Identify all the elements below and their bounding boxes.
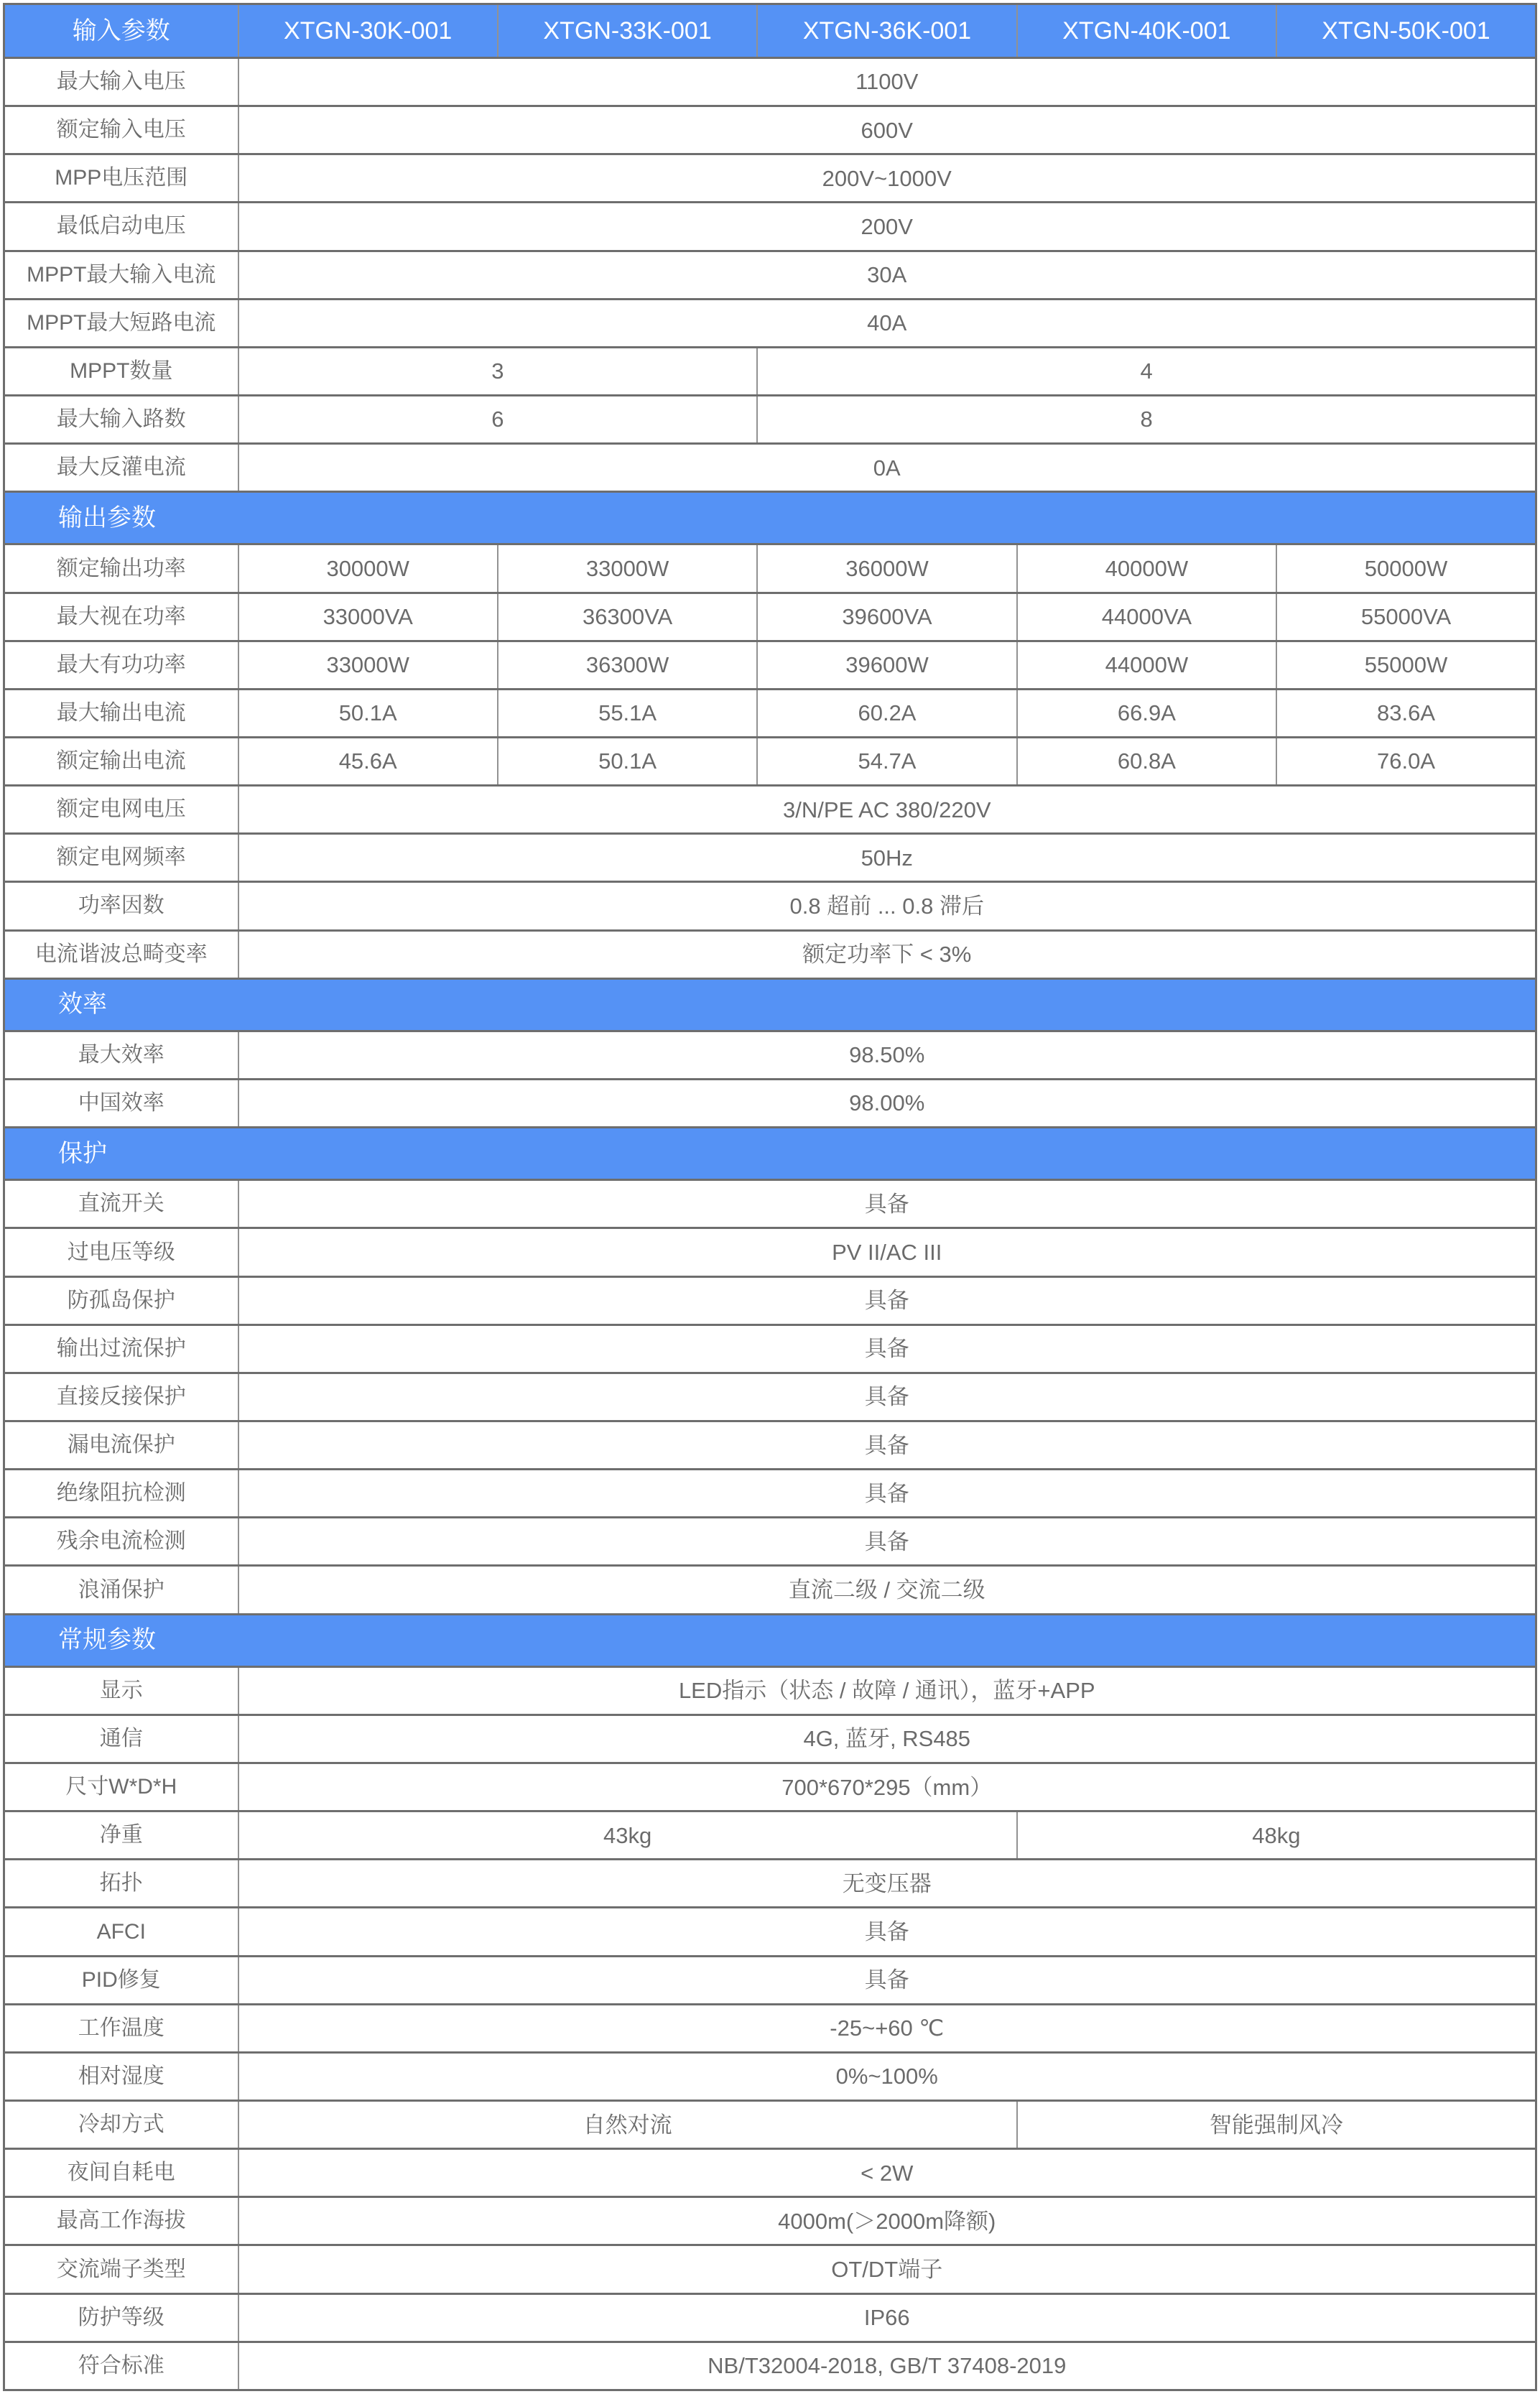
spec-row <box>4 251 1536 299</box>
spec-row-label: PID修复 <box>4 1956 238 2004</box>
spec-row-label: 漏电流保护 <box>4 1421 238 1470</box>
spec-value: NB/T32004-2018, GB/T 37408-2019 <box>238 2342 1536 2390</box>
spec-row <box>4 1470 1536 1518</box>
spec-row-label: 绝缘阻抗检测 <box>4 1470 238 1518</box>
spec-value: 3 <box>238 347 758 395</box>
spec-row <box>4 58 1536 106</box>
spec-value: 0A <box>238 444 1536 492</box>
spec-value: 36300VA <box>498 593 757 641</box>
spec-value: -25~+60 ℃ <box>238 2004 1536 2052</box>
spec-row-label: 显示 <box>4 1666 238 1715</box>
spec-row <box>4 882 1536 930</box>
spec-value: 98.50% <box>238 1031 1536 1079</box>
spec-row-label: 功率因数 <box>4 882 238 930</box>
section-title: 保护 <box>4 1128 1536 1180</box>
spec-value: 30000W <box>238 544 498 593</box>
spec-row-label: AFCI <box>4 1908 238 1956</box>
spec-value: 具备 <box>238 1908 1536 1956</box>
spec-row <box>4 1666 1536 1715</box>
spec-value: 39600W <box>757 641 1016 689</box>
spec-row-label: 最高工作海拔 <box>4 2197 238 2245</box>
spec-row <box>4 2004 1536 2052</box>
spec-row <box>4 1031 1536 1079</box>
spec-value: 具备 <box>238 1180 1536 1228</box>
spec-value: 44000VA <box>1017 593 1276 641</box>
spec-value: 0.8 超前 ... 0.8 滞后 <box>238 882 1536 930</box>
spec-value: OT/DT端子 <box>238 2245 1536 2293</box>
spec-value: 40000W <box>1017 544 1276 593</box>
spec-row <box>4 593 1536 641</box>
spec-value: 55000VA <box>1276 593 1536 641</box>
spec-row <box>4 106 1536 154</box>
spec-value: 具备 <box>238 1421 1536 1470</box>
spec-value: 33000W <box>238 641 498 689</box>
spec-row <box>4 1080 1536 1128</box>
spec-value: 50.1A <box>498 738 757 786</box>
spec-row-label: 最大视在功率 <box>4 593 238 641</box>
spec-value: 直流二级 / 交流二级 <box>238 1566 1536 1614</box>
spec-row <box>4 641 1536 689</box>
spec-row-label: 额定输出电流 <box>4 738 238 786</box>
spec-row <box>4 1276 1536 1324</box>
spec-row-label: 夜间自耗电 <box>4 2149 238 2197</box>
header-section-label: 输入参数 <box>4 4 238 58</box>
spec-row-label: 拓扑 <box>4 1860 238 1908</box>
spec-value: 33000W <box>498 544 757 593</box>
spec-value: 45.6A <box>238 738 498 786</box>
model-column-header: XTGN-50K-001 <box>1276 4 1536 58</box>
spec-row <box>4 1908 1536 1956</box>
spec-row <box>4 1324 1536 1373</box>
spec-value: 36300W <box>498 641 757 689</box>
spec-value: 具备 <box>238 1324 1536 1373</box>
spec-value: 98.00% <box>238 1080 1536 1128</box>
spec-row-label: 交流端子类型 <box>4 2245 238 2293</box>
spec-row-label: MPPT数量 <box>4 347 238 395</box>
spec-row-label: 最大反灌电流 <box>4 444 238 492</box>
spec-row <box>4 834 1536 882</box>
spec-row-label: 直接反接保护 <box>4 1373 238 1421</box>
spec-row-label: 额定电网频率 <box>4 834 238 882</box>
section-title: 输出参数 <box>4 492 1536 544</box>
spec-row-label: 过电压等级 <box>4 1228 238 1276</box>
spec-row <box>4 154 1536 203</box>
spec-row <box>4 2052 1536 2100</box>
spec-row <box>4 1811 1536 1860</box>
spec-row <box>4 1956 1536 2004</box>
spec-row-label: 最大输出电流 <box>4 689 238 737</box>
spec-row-label: 额定输出功率 <box>4 544 238 593</box>
spec-value: LED指示（状态 / 故障 / 通讯），蓝牙+APP <box>238 1666 1536 1715</box>
spec-row-label: 净重 <box>4 1811 238 1860</box>
spec-row <box>4 1860 1536 1908</box>
spec-row-label: 最大输入电压 <box>4 58 238 106</box>
spec-row <box>4 930 1536 978</box>
spec-row <box>4 689 1536 737</box>
spec-value: 50Hz <box>238 834 1536 882</box>
spec-value: 具备 <box>238 1276 1536 1324</box>
spec-row <box>4 738 1536 786</box>
spec-value: 0%~100% <box>238 2052 1536 2100</box>
spec-value: 具备 <box>238 1373 1536 1421</box>
spec-row <box>4 1228 1536 1276</box>
spec-row <box>4 203 1536 251</box>
spec-value: 66.9A <box>1017 689 1276 737</box>
spec-value: 4000m(＞2000m降额) <box>238 2197 1536 2245</box>
spec-row-label: MPP电压范围 <box>4 154 238 203</box>
spec-row <box>4 544 1536 593</box>
section-header-row <box>4 1614 1536 1666</box>
spec-row-label: 输出过流保护 <box>4 1324 238 1373</box>
section-header-row <box>4 492 1536 544</box>
spec-row-label: 通信 <box>4 1715 238 1763</box>
spec-value: 具备 <box>238 1956 1536 2004</box>
spec-row-label: 符合标准 <box>4 2342 238 2390</box>
section-title: 常规参数 <box>4 1614 1536 1666</box>
spec-value: 36000W <box>757 544 1016 593</box>
spec-row <box>4 786 1536 834</box>
section-header-row <box>4 1128 1536 1180</box>
spec-row-label: MPPT最大短路电流 <box>4 299 238 347</box>
spec-row <box>4 2245 1536 2293</box>
spec-row <box>4 1763 1536 1811</box>
spec-row-label: 最大有功功率 <box>4 641 238 689</box>
spec-value: 76.0A <box>1276 738 1536 786</box>
spec-table <box>3 3 1537 2391</box>
model-column-header: XTGN-40K-001 <box>1017 4 1276 58</box>
spec-value: 30A <box>238 251 1536 299</box>
spec-value: 33000VA <box>238 593 498 641</box>
spec-value: 50000W <box>1276 544 1536 593</box>
spec-row <box>4 347 1536 395</box>
spec-value: < 2W <box>238 2149 1536 2197</box>
spec-row-label: 电流谐波总畸变率 <box>4 930 238 978</box>
spec-value: IP66 <box>238 2293 1536 2342</box>
spec-value: 600V <box>238 106 1536 154</box>
spec-value: 60.8A <box>1017 738 1276 786</box>
spec-row-label: 额定输入电压 <box>4 106 238 154</box>
spec-row <box>4 444 1536 492</box>
spec-value: 8 <box>757 395 1536 443</box>
spec-value: PV II/AC III <box>238 1228 1536 1276</box>
spec-value: 无变压器 <box>238 1860 1536 1908</box>
spec-row <box>4 2101 1536 2149</box>
spec-value: 55.1A <box>498 689 757 737</box>
section-header-row <box>4 978 1536 1031</box>
spec-row-label: 最大输入路数 <box>4 395 238 443</box>
spec-row-label: 防孤岛保护 <box>4 1276 238 1324</box>
spec-row <box>4 1180 1536 1228</box>
spec-row-label: 中国效率 <box>4 1080 238 1128</box>
spec-value: 额定功率下 < 3% <box>238 930 1536 978</box>
spec-row-label: 直流开关 <box>4 1180 238 1228</box>
spec-row <box>4 2293 1536 2342</box>
spec-row <box>4 1518 1536 1566</box>
spec-row <box>4 2197 1536 2245</box>
spec-row-label: 尺寸W*D*H <box>4 1763 238 1811</box>
spec-value: 1100V <box>238 58 1536 106</box>
model-column-header: XTGN-36K-001 <box>757 4 1016 58</box>
spec-row <box>4 1566 1536 1614</box>
spec-row-label: 浪涌保护 <box>4 1566 238 1614</box>
model-column-header: XTGN-30K-001 <box>238 4 498 58</box>
spec-table-header-row <box>4 4 1536 58</box>
spec-value: 200V <box>238 203 1536 251</box>
spec-row-label: 冷却方式 <box>4 2101 238 2149</box>
spec-value: 自然对流 <box>238 2101 1017 2149</box>
spec-value: 44000W <box>1017 641 1276 689</box>
spec-value: 4G, 蓝牙, RS485 <box>238 1715 1536 1763</box>
spec-value: 54.7A <box>757 738 1016 786</box>
spec-value: 39600VA <box>757 593 1016 641</box>
spec-value: 55000W <box>1276 641 1536 689</box>
spec-value: 4 <box>757 347 1536 395</box>
spec-value: 具备 <box>238 1470 1536 1518</box>
spec-value: 700*670*295（mm） <box>238 1763 1536 1811</box>
spec-row-label: 工作温度 <box>4 2004 238 2052</box>
spec-value: 60.2A <box>757 689 1016 737</box>
spec-value: 智能强制风冷 <box>1017 2101 1536 2149</box>
spec-row-label: 额定电网电压 <box>4 786 238 834</box>
spec-row-label: 相对湿度 <box>4 2052 238 2100</box>
spec-row <box>4 2342 1536 2390</box>
spec-row <box>4 2149 1536 2197</box>
spec-row <box>4 299 1536 347</box>
spec-value: 43kg <box>238 1811 1017 1860</box>
spec-value: 83.6A <box>1276 689 1536 737</box>
section-title: 效率 <box>4 978 1536 1031</box>
spec-row-label: 残余电流检测 <box>4 1518 238 1566</box>
spec-row <box>4 1373 1536 1421</box>
spec-row-label: 防护等级 <box>4 2293 238 2342</box>
spec-row-label: MPPT最大输入电流 <box>4 251 238 299</box>
spec-row <box>4 1421 1536 1470</box>
spec-value: 6 <box>238 395 758 443</box>
spec-row <box>4 1715 1536 1763</box>
model-column-header: XTGN-33K-001 <box>498 4 757 58</box>
spec-row-label: 最低启动电压 <box>4 203 238 251</box>
spec-value: 40A <box>238 299 1536 347</box>
spec-row <box>4 395 1536 443</box>
spec-value: 50.1A <box>238 689 498 737</box>
spec-row-label: 最大效率 <box>4 1031 238 1079</box>
spec-value: 48kg <box>1017 1811 1536 1860</box>
spec-value: 3/N/PE AC 380/220V <box>238 786 1536 834</box>
spec-value: 具备 <box>238 1518 1536 1566</box>
spec-value: 200V~1000V <box>238 154 1536 203</box>
